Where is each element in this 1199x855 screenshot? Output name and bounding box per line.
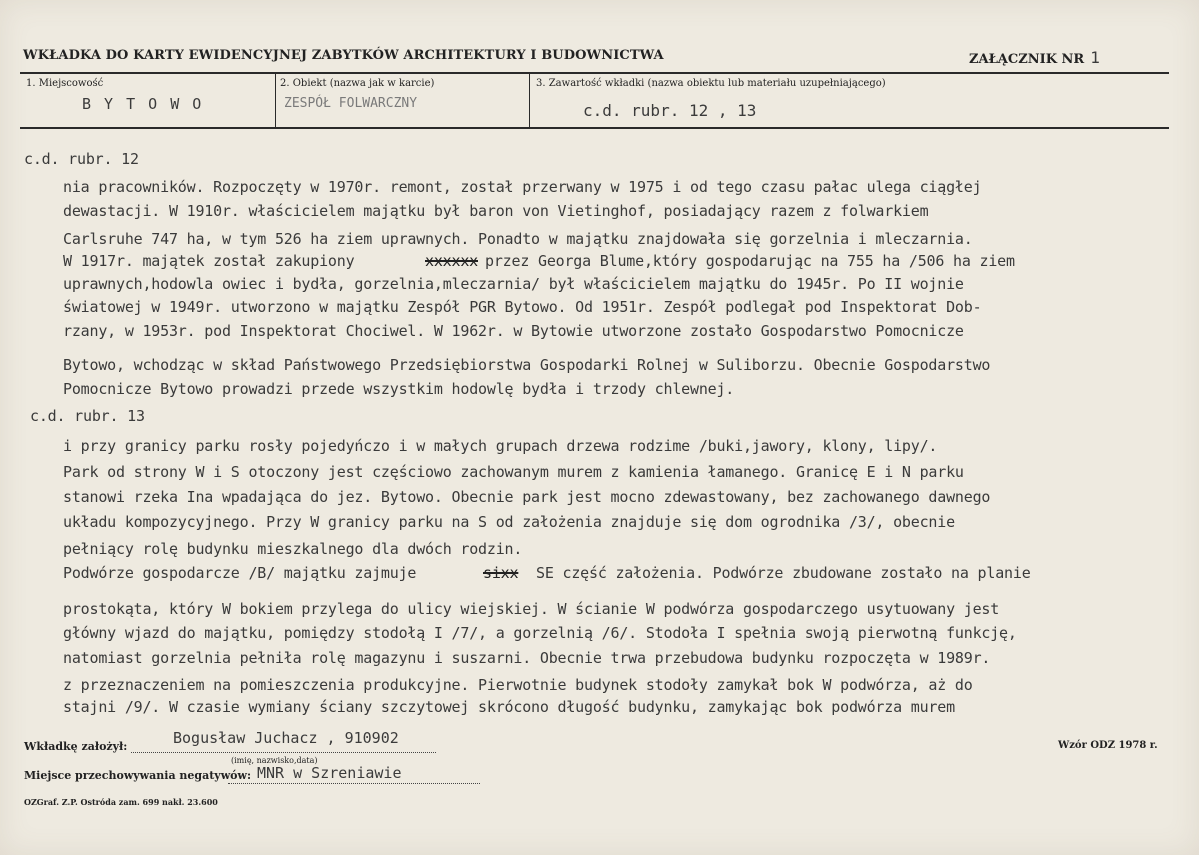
compiled-by-value: Bogusław Juchacz , 910902 [173, 729, 399, 747]
section2-line: główny wjazd do majątku, pomiędzy stodołą I /7/, a gorzelnią /6/. Stodoła I spełnia swoją pierwotną funkcję, [63, 624, 1017, 642]
section2-line: prostokąta, który W bokiem przylega do ulicy wiejskiej. W ścianie W podwórza gospodarczego usytuowany jest [63, 600, 1000, 618]
form-title: WKŁADKA DO KARTY EWIDENCYJNEJ ZABYTKÓW ARCHITEKTURY I BUDOWNICTWA [23, 48, 664, 63]
header-divider-2 [529, 72, 530, 128]
storage-value: MNR w Szreniawie [257, 764, 402, 782]
storage-dotted-line [228, 783, 480, 784]
compiled-by-label: Wkładkę założył: [24, 740, 128, 753]
section1-line: dewastacji. W 1910r. właścicielem majątku był baron von Vietinghof, posiadający razem z folwarkiem [63, 202, 929, 220]
struck-word: xxxxxx [425, 252, 478, 270]
section1-heading: c.d. rubr. 12 [24, 150, 139, 168]
locality-value: B Y T O W O [82, 95, 204, 113]
compiled-by-dotted-line [131, 752, 436, 753]
section1-line: przez Georga Blume,który gospodarując na 755 ha /506 ha ziem [485, 252, 1015, 270]
section2-line: stajni /9/. W czasie wymiany ściany szczytowej skrócono długość budynku, zamykając bok podwórza murem [63, 698, 955, 716]
section1-line: rzany, w 1953r. pod Inspektorat Chociwel. W 1962r. w Bytowie utworzone zostało Gospodarstwo Pomocnicze [63, 322, 964, 340]
form-pattern: Wzór ODZ 1978 r. [1058, 740, 1158, 751]
attachment-number: 1 [1090, 48, 1100, 67]
printer-imprint: OZGraf. Z.P. Ostróda zam. 699 nakł. 23.600 [24, 797, 218, 807]
object-label: 2. Obiekt (nazwa jak w karcie) [280, 78, 435, 89]
compiled-by-hint: (imię, nazwisko,data) [231, 756, 318, 765]
contents-value: c.d. rubr. 12 , 13 [583, 101, 757, 120]
section1-line: W 1917r. majątek został zakupiony [63, 252, 355, 270]
section2-line: Park od strony W i S otoczony jest częściowo zachowanym murem z kamienia łamanego. Granicę E i N parku [63, 463, 964, 481]
section1-line: światowej w 1949r. utworzono w majątku Zespół PGR Bytowo. Od 1951r. Zespół podlegał pod Inspektorat Dob- [63, 298, 982, 316]
section2-line: i przy granicy parku rosły pojedyńczo i w małych grupach drzewa rodzime /buki,jawory, klony, lipy/. [63, 437, 938, 455]
locality-label: 1. Miejscowość [26, 78, 104, 89]
section2-line: natomiast gorzelnia pełniła rolę magazynu i suszarni. Obecnie trwa przebudowa budynku rozpoczęta w 1989r. [63, 649, 991, 667]
section1-line: Bytowo, wchodząc w skład Państwowego Przedsiębiorstwa Gospodarki Rolnej w Suliborzu. Obecnie Gospodarstwo [63, 356, 991, 374]
section1-line: nia pracowników. Rozpoczęty w 1970r. remont, został przerwany w 1975 i od tego czasu pałac ulega ciągłej [63, 178, 982, 196]
attachment-heading [969, 48, 1100, 67]
attachment-label: ZAŁĄCZNIK NR [969, 52, 1085, 67]
section2-heading: c.d. rubr. 13 [30, 407, 145, 425]
contents-label: 3. Zawartość wkładki (nazwa obiektu lub materiału uzupełniającego) [536, 78, 886, 89]
section2-line: Podwórze gospodarcze /B/ majątku zajmuje [63, 564, 417, 582]
section1-line: Carlsruhe 747 ha, w tym 526 ha ziem uprawnych. Ponadto w majątku znajdowała się gorzelnia i mleczarnia. [63, 230, 973, 248]
struck-word: sixx [483, 564, 519, 582]
section2-line: stanowi rzeka Ina wpadająca do jez. Bytowo. Obecnie park jest mocno zdewastowany, bez zachowanego dawnego [63, 488, 991, 506]
section1-line: Pomocnicze Bytowo prowadzi przede wszystkim hodowlę bydła i trzody chlewnej. [63, 380, 735, 398]
section2-line: z przeznaczeniem na pomieszczenia produkcyjne. Pierwotnie budynek stodoły zamykał bok W podwórza, aż do [63, 676, 973, 694]
section1-line: uprawnych,hodowla owiec i bydła, gorzelnia,mleczarnia/ był właścicielem majątku do 1945r. Po II wojnie [63, 275, 964, 293]
section2-line: SE część założenia. Podwórze zbudowane zostało na planie [536, 564, 1031, 582]
storage-label: Miejsce przechowywania negatywów: [24, 769, 252, 782]
header-divider-1 [275, 72, 276, 128]
header-bottom-rule [20, 127, 1169, 129]
section2-line: układu kompozycyjnego. Przy W granicy parku na S od założenia znajduje się dom ogrodnika /3/, obecnie [63, 513, 955, 531]
object-value: ZESPÓŁ FOLWARCZNY [284, 96, 418, 111]
section2-line: pełniący rolę budynku mieszkalnego dla dwóch rodzin. [63, 540, 523, 558]
header-top-rule [20, 72, 1169, 74]
